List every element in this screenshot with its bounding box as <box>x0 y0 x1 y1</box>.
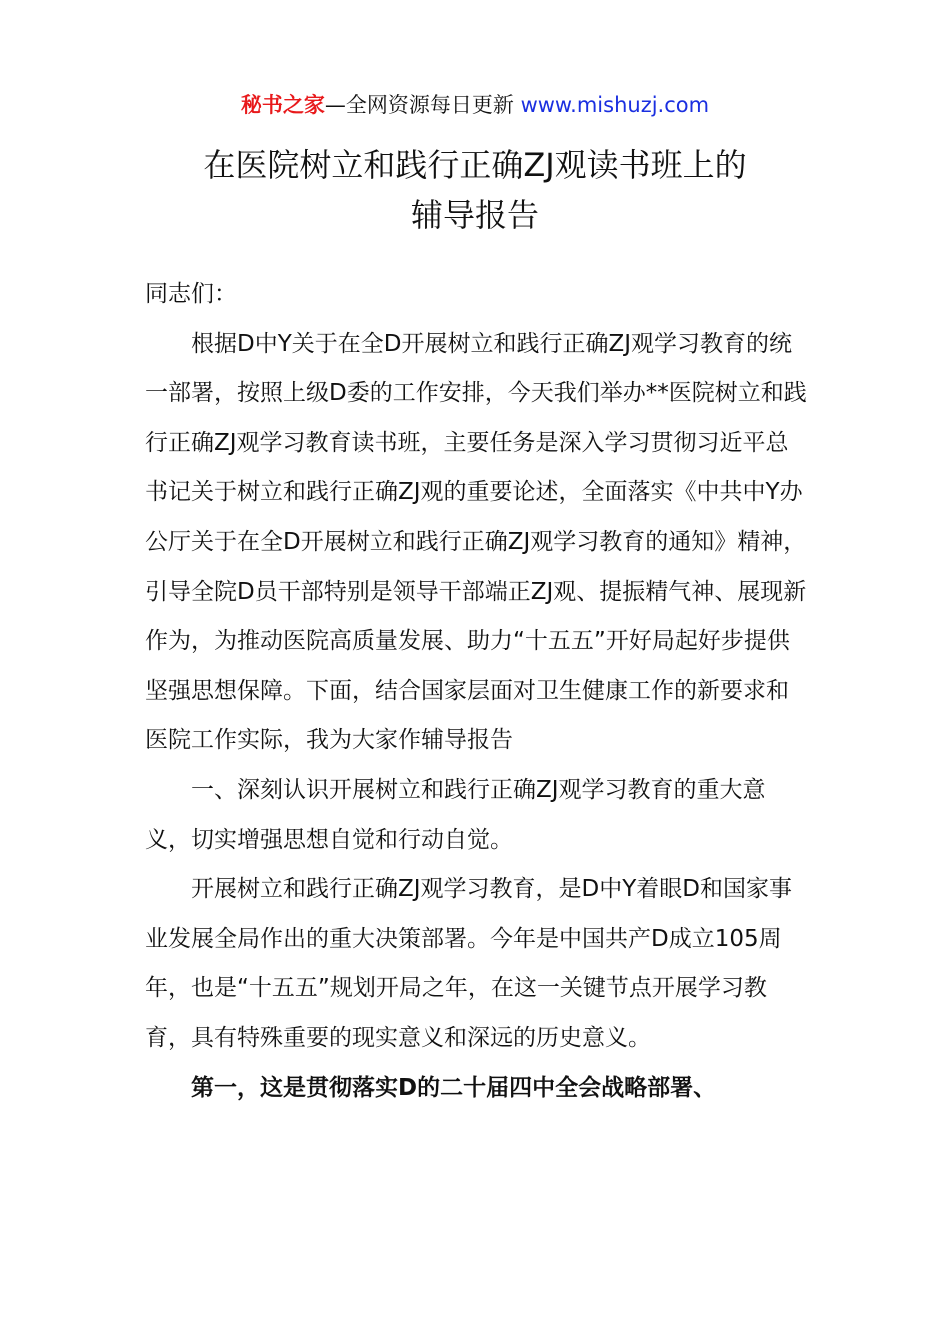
paragraph-intro: 根据D中Y关于在全D开展树立和践行正确ZJ观学习教育的统一部署，按照上级D委的工作安排，今天我们举办**医院树立和践行正确ZJ观学习教育读书班，主要任务是深入学习贯彻习近平总书记关于树立和践行正确ZJ观的重要论述，全面落实《中共中Y办公厅关于在全D开展树立和践行正确ZJ观学习教育的通知》精神，引导全院D员干部特别是领导干部端正ZJ观、提振精气神、展现新作为，为推动医院高质量发展、助力“十五五”开好局起好步提供坚强思想保障。下面，结合国家层面对卫生健康工作的新要求和医院工作实际，我为大家作辅导报告 <box>145 330 807 754</box>
title-line-1: 在医院树立和践行正确ZJ观读书班上的 <box>203 146 747 184</box>
document-body <box>145 270 810 1113</box>
header-tagline: —全网资源每日更新 <box>324 93 514 117</box>
salutation: 同志们： <box>145 281 237 307</box>
paragraph-significance: 开展树立和践行正确ZJ观学习教育，是D中Y着眼D和国家事业发展全局作出的重大决策部署。今年是中国共产D成立105周年，也是“十五五”规划开局之年，在这一关键节点开展学习教育，具有特殊重要的现实意义和深远的历史意义。 <box>145 876 793 1051</box>
title-line-2: 辅导报告 <box>410 196 539 234</box>
section-heading-1: 一、深刻认识开展树立和践行正确ZJ观学习教育的重大意义，切实增强思想自觉和行动自觉。 <box>145 776 766 853</box>
document-title <box>0 140 950 240</box>
subheading-first: 第一，这是贯彻落实D的二十届四中全会战略部署、 <box>191 1074 717 1101</box>
site-url-link[interactable]: www.mishuzj.com <box>520 93 710 117</box>
brand-name: 秘书之家 <box>240 93 325 117</box>
site-header <box>0 88 950 122</box>
